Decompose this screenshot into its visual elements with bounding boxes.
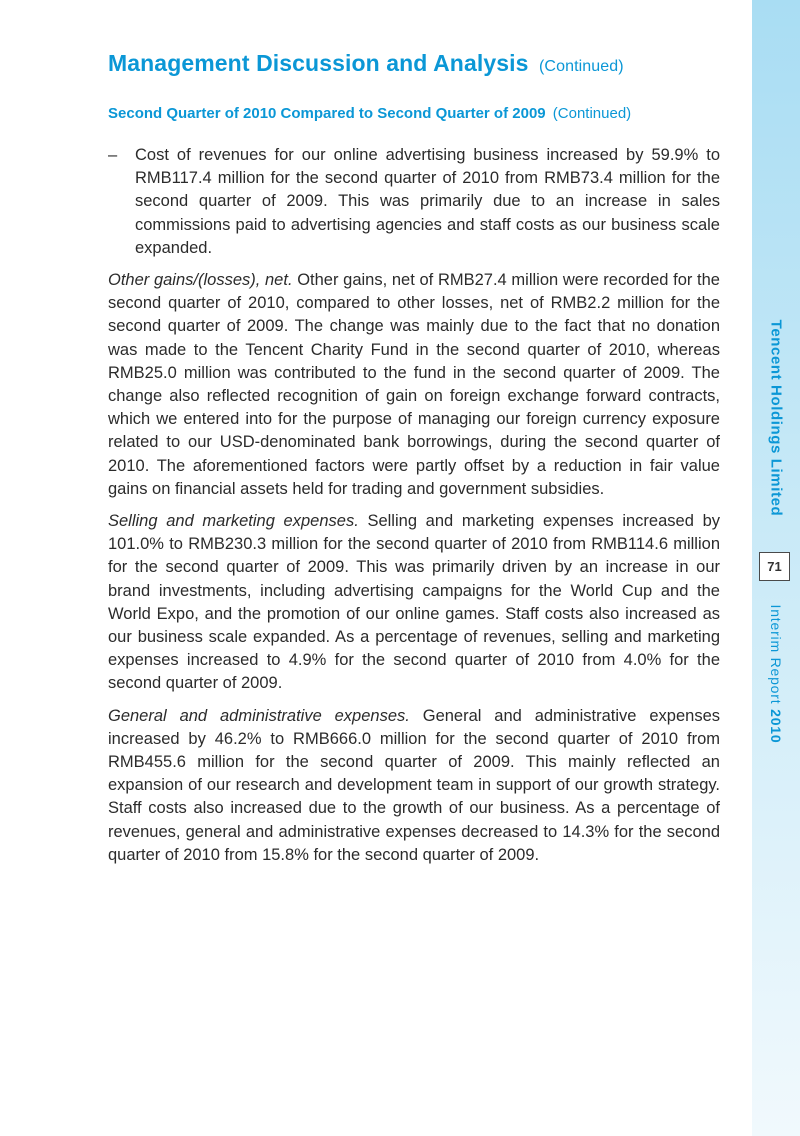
paragraph-lead: General and administrative expenses. — [108, 706, 410, 725]
paragraph-general-admin — [108, 705, 720, 867]
paragraph-other-gains — [108, 269, 720, 501]
sidebar-report-title — [768, 605, 784, 744]
paragraph-text: General and administrative expenses increased by 46.2% to RMB666.0 million for the second quarter of 2010 from RMB455.6 million for the second quarter of 2009. This mainly reflected an expansion of our research and development team in support of our growth strategy. Staff costs also increased due to the growth of our business. As a percentage of revenues, general and administrative expenses decreased to 14.3% for the second quarter of 2010 from 15.8% for the second quarter of 2009. — [108, 706, 720, 864]
section-heading-text: Second Quarter of 2010 Compared to Second Quarter of 2009 — [108, 105, 546, 122]
section-heading — [108, 105, 631, 122]
bullet-item — [108, 144, 720, 260]
bullet-text: Cost of revenues for our online advertising business increased by 59.9% to RMB117.4 million for the second quarter of 2010 from RMB73.4 million for the second quarter of 2009. This was primarily due to an increase in sales commissions paid to advertising agencies and staff costs as our business scale expanded. — [135, 146, 720, 257]
bullet-dash: – — [108, 146, 118, 164]
paragraph-text: Other gains, net of RMB27.4 million were recorded for the second quarter of 2010, compared to other losses, net of RMB2.2 million for the second quarter of 2009. The change was mainly due to the fact that no donation was made to the Tencent Charity Fund in the second quarter of 2010, whereas RMB25.0 million was contributed to the fund in the second quarter of 2009. The change also reflected recognition of gain on foreign exchange forward contracts, which we entered into for the purpose of managing our foreign currency exposure related to our USD-denominated bank borrowings, during the second quarter of 2010. The aforementioned factors were partly offset by a reduction in fair value gains on financial assets held for trading and government subsidies. — [108, 271, 720, 498]
paragraph-selling-marketing — [108, 510, 720, 696]
page-title — [108, 50, 624, 77]
page-title-continued: (Continued) — [539, 58, 624, 75]
paragraph-text: Selling and marketing expenses increased by 101.0% to RMB230.3 million for the second quarter of 2010 from RMB114.6 million for the second quarter of 2009. This was primarily driven by an increase in our brand investments, including advertising campaigns for the World Cup and the World Expo, and the promotion of our online games. Staff costs also increased as our business scale expanded. As a percentage of revenues, selling and marketing expenses increased to 4.9% for the second quarter of 2010 from 4.0% for the second quarter of 2009. — [108, 512, 720, 693]
body-content — [108, 144, 720, 876]
paragraph-lead: Other gains/(losses), net. — [108, 271, 293, 290]
sidebar-report-year: 2010 — [768, 709, 784, 744]
page-number: 71 — [759, 552, 790, 581]
paragraph-lead: Selling and marketing expenses. — [108, 512, 359, 531]
sidebar-company-name: Tencent Holdings Limited — [767, 319, 785, 517]
sidebar-report-label: Interim Report — [768, 604, 784, 705]
section-heading-continued: (Continued) — [552, 105, 632, 122]
page-title-text: Management Discussion and Analysis — [108, 50, 529, 76]
